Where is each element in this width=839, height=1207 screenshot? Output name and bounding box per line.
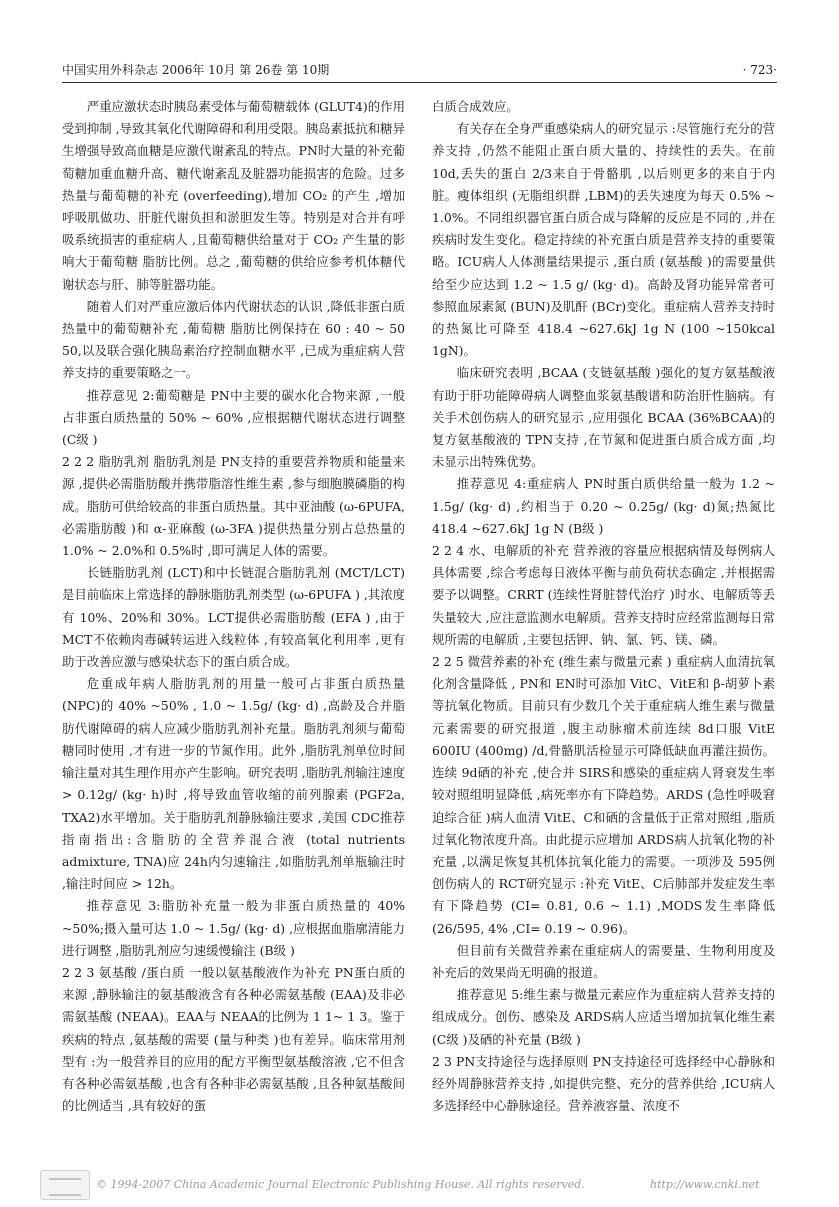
section-2-2-3-amino-acids: 2 2 3 氨基酸 /蛋白质 一般以氨基酸液作为补充 PN蛋白质的来源 ,静脉输注的氨基酸液含有各种必需氨基酸 (EAA)及非必需氨基酸 (NEAA)。EAA与 NEAA的比例为 1 1~ 1 3。鉴于疾病的特点 ,氨基酸的需要 (量与种类 )也有差异。临床常用剂型有 :为一般营养目的应用的配方平衡型氨基酸溶液 ,它不但含有各种必需氨基酸 ,也含有各种非必需氨基酸 ,且各种氨基酸间的比例适当 ,具有较好的蛋 [62,964,405,1114]
paragraph: 随着人们对严重应激后体内代谢状态的认识 ,降低非蛋白质热量中的葡萄糖补充 ,葡萄糖 脂肪比例保持在 60 : 40 ~ 50 50,以及联合强化胰岛素治疗控制血糖水平 ,已成为重症病人营养支持的重要策略之一。 [62,298,405,381]
footer-url: http://www.cnki.net [650,1178,760,1191]
paragraph: 长链脂肪乳剂 (LCT)和中长链混合脂肪乳剂 (MCT/LCT)是目前临床上常选择的静脉脂肪乳剂类型 (ω-6PUFA ) ,其浓度有 10%、20%和 30%。LCT提供必需脂肪酸 (EFA ) ,由于 MCT不依赖肉毒碱转运进入线粒体 ,有较高氧化利用率 ,更有助于改善应激与感染状态下的蛋白质合成。 [62,565,405,670]
left-column [62,96,405,1117]
section-2-3-pn-routes: 2 3 PN支持途径与选择原则 PN支持途径可选择经中心静脉和经外周静脉营养支持 ,如提供完整、充分的营养供给 ,ICU病人多选择经中心静脉途径。营养液容量、浓度不 [432,1053,775,1114]
paragraph: 危重成年病人脂肪乳剂的用量一般可占非蛋白质热量 (NPC)的 40% ~50% , 1.0 ~ 1.5g/ (kg· d) ,高龄及合并脂肪代谢障碍的病人应减少脂肪乳剂补充量。脂肪乳剂须与葡萄糖同时使用 ,才有进一步的节氮作用。此外 ,脂肪乳剂单位时间输注量对其生理作用亦产生影响。研究表明 ,脂肪乳剂输注速度 > 0.12g/ (kg· h)时 ,将导致血管收缩的前列腺素 (PGF2a, TXA2)水平增加。关于脂肪乳剂静脉输注要求 ,美国 CDC推荐指南指出:含脂肪的全营养混合液 (total nutrients admixture, TNA)应 24h内匀速输注 ,如脂肪乳剂单瓶输注时 ,输注时间应 > 12h。 [62,676,405,892]
recommendation-3: 推荐意见 3:脂肪补充量一般为非蛋白质热量的 40% ~50%;摄入量可达 1.0 ~ 1.5g/ (kg· d) ,应根据血脂廓清能力进行调整 ,脂肪乳剂应匀速缓慢输注 (B级 ) [62,898,405,958]
section-2-2-5-micronutrients: 2 2 5 微营养素的补充 (维生素与微量元素 ) 重症病人血清抗氧化剂含量降低 , PN和 EN时可添加 VitC、VitE和 β-胡萝卜素等抗氧化物质。目前只有少数几个关于重症病人维生素与微量元素需要的研究报道 ,腹主动脉瘤术前连续 8d口服 VitE 600IU (400mg) /d,骨骼肌活检显示可降低缺血再灌注损伤。连续 9d硒的补充 ,使合并 SIRS和感染的重症病人肾衰发生率较对照组明显降低 ,病死率亦有下降趋势。ARDS (急性呼吸窘迫综合征 )病人血清 VitE、C和硒的含量低于正常对照组 ,脂质过氧化物浓度升高。由此提示应增加 ARDS病人抗氧化物的补充量 ,以满足恢复其机体抗氧化能力的需要。一项涉及 595例创伤病人的 RCT研究显示 :补充 VitE、C后肺部并发症发生率有下降趋势 (CI= 0.81, 0.6 ~ 1.1) ,MODS发生率降低 (26/595, 4% ,CI= 0.19 ~ 0.96)。 [432,654,775,936]
page-number: · 723· [742,63,777,77]
recommendation-5: 推荐意见 5:维生素与微量元素应作为重症病人营养支持的组成成分。创伤、感染及 ARDS病人应适当增加抗氧化维生素 (C级 )及硒的补充量 (B级 ) [432,987,775,1047]
right-column [432,96,775,1117]
paragraph-continuation: 白质合成效应。 [432,99,519,114]
paragraph: 严重应激状态时胰岛素受体与葡萄糖载体 (GLUT4)的作用受到抑制 ,导致其氧化代谢障碍和利用受限。胰岛素抵抗和糖异生增强导致高血糖是应激代谢紊乱的特点。PN时大量的补充葡萄糖加重血糖升高、糖代谢紊乱及脏器功能损害的危险。过多热量与葡萄糖的补充 (overfeeding),增加 CO₂ 的产生 ,增加呼吸肌做功、肝脏代谢负担和淤胆发生等。特别是对合并有呼吸系统损害的重症病人 ,且葡萄糖供给量对于 CO₂ 产生量的影响大于葡萄糖 脂肪比例。总之 ,葡萄糖的供给应参考机体糖代谢状态与肝、肺等脏器功能。 [62,99,405,292]
running-header [62,62,777,83]
recommendation-2: 推荐意见 2:葡萄糖是 PN中主要的碳水化合物来源 ,一般占非蛋白质热量的 50% ~ 60% ,应根据糖代谢状态进行调整 (C级 ) [62,387,405,448]
section-2-2-2-fat-emulsion: 2 2 2 脂肪乳剂 脂肪乳剂是 PN支持的重要营养物质和能量来源 ,提供必需脂肪酸并携带脂溶性维生素 ,参与细胞膜磷脂的构成。脂肪可供给较高的非蛋白质热量。其中亚油酸 (ω-6PUFA,必需脂肪酸 )和 α-亚麻酸 (ω-3FA )提供热量分别占总热量的 1.0% ~ 2.0%和 0.5%时 ,即可满足人体的需要。 [62,454,405,559]
page-footer [0,1166,839,1202]
paragraph: 但目前有关微营养素在重症病人的需要量、生物利用度及补充后的效果尚无明确的报道。 [432,942,775,980]
section-2-2-4-water-electrolytes: 2 2 4 水、电解质的补充 营养液的容量应根据病情及每例病人具体需要 ,综合考虑每日液体平衡与前负荷状态确定 ,并根据需要予以调整。CRRT (连续性肾脏替代治疗 )时水、电解质等丢失量较大 ,应注意监测水电解质。营养支持时应经常监测每日常规所需的电解质 ,主要包括钾、钠、氯、钙、镁、磷。 [432,543,775,647]
journal-citation: 中国实用外科杂志 2006年 10月 第 26卷 第 10期 [62,63,330,77]
paragraph: 有关存在全身严重感染病人的研究显示 :尽管施行充分的营养支持 ,仍然不能阻止蛋白质大量的、持续性的丢失。在前 10d,丢失的蛋白 2/3来自于骨骼肌 ,以后则更多的来自于内脏。瘦体组织 (无脂组织群 ,LBM)的丢失速度为每天 0.5% ~ 1.0%。不同组织器官蛋白质合成与降解的反应是不同的 ,并在疾病时发生变化。稳定持续的补充蛋白质是营养支持的重要策略。ICU病人人体测量结果提示 ,蛋白质 (氨基酸 )的需要量供给至少应达到 1.2 ~ 1.5 g/ (kg· d)。高龄及肾功能异常者可参照血尿素氮 (BUN)及肌酐 (BCr)变化。重症病人营养支持时的热氮比可降至 418.4 ~627.6kJ 1g N (100 ~150kcal 1gN)。 [432,121,775,359]
recommendation-4: 推荐意见 4:重症病人 PN时蛋白质供给量一般为 1.2 ~ 1.5g/ (kg· d) ,约相当于 0.20 ~ 0.25g/ (kg· d)氮;热氮比 418.4 ~627.6kJ 1g N (B级 ) [432,476,775,536]
paragraph: 临床研究表明 ,BCAA (支链氨基酸 )强化的复方氨基酸液有助于肝功能障碍病人调整血浆氨基酸谱和防治肝性脑病。有关手术创伤病人的研究显示 ,应用强化 BCAA (36%BCAA)的复方氨基酸液的 TPN支持 ,在节氮和促进蛋白质合成方面 ,均未显示出特殊优势。 [432,365,775,470]
copyright-notice: © 1994-2007 China Academic Journal Electronic Publishing House. All rights reserved. [96,1178,585,1191]
cnki-logo-icon [40,1170,90,1200]
